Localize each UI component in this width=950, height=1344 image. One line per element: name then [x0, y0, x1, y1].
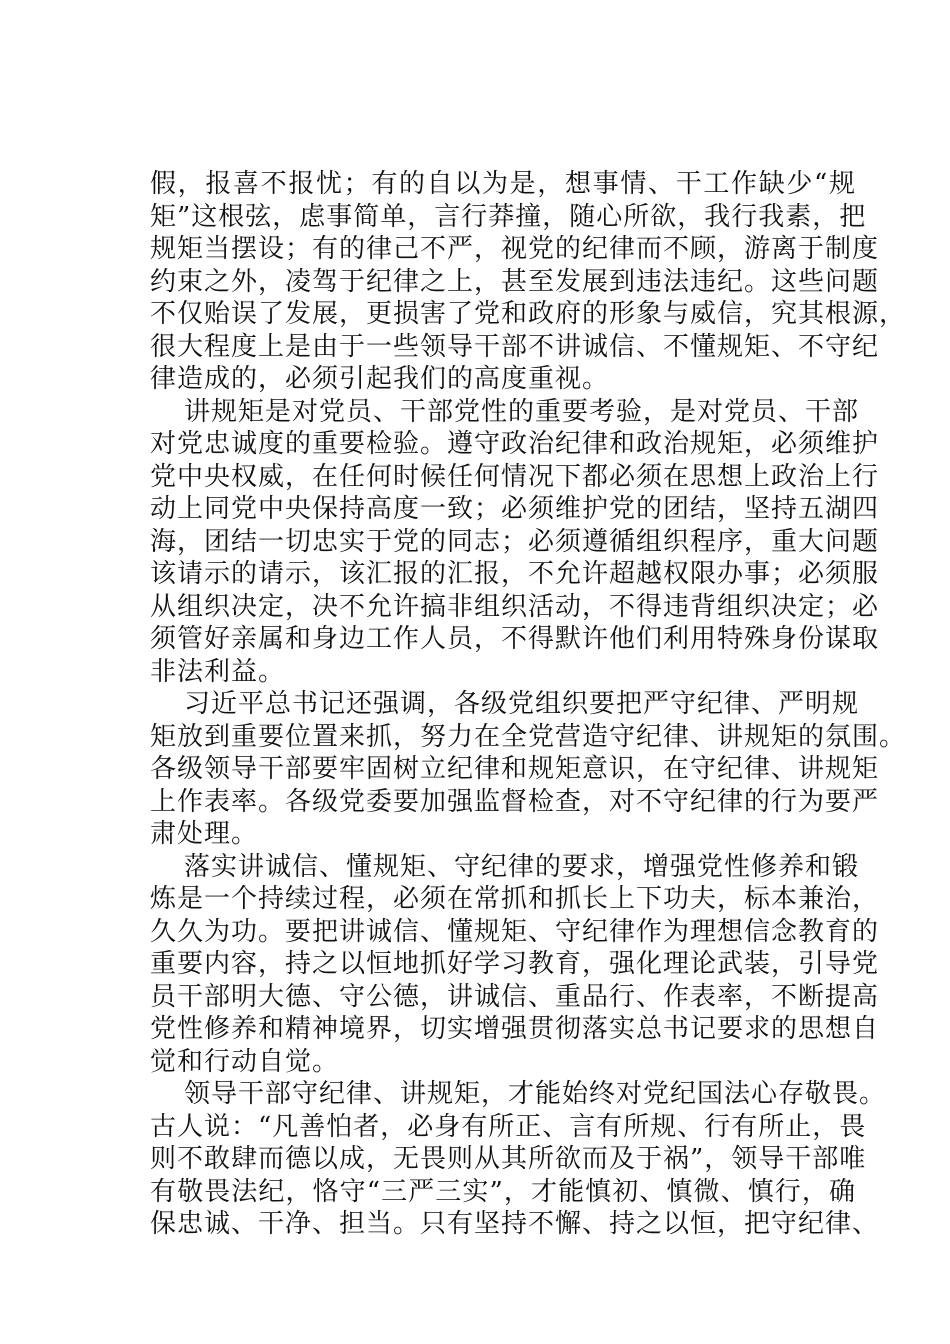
text-line: 觉和行动自觉。: [150, 1046, 340, 1077]
text-line: 假，报喜不报忧；有的自以为是，想事情、干工作缺少“规: [150, 169, 856, 199]
paragraph-first-line: 领导干部守纪律、讲规矩，才能始终对党纪国法心存敬畏。: [184, 1079, 887, 1109]
text-line: 规矩当摆设；有的律己不严，视党的纪律而不顾，游离于制度: [150, 234, 880, 264]
text-line: 动上同党中央保持高度一致；必须维护党的团结，坚持五湖四: [150, 494, 880, 524]
text-line: 律造成的，必须引起我们的高度重视。: [150, 364, 610, 394]
text-line: 很大程度上是由于一些领导干部不讲诚信、不懂规矩、不守纪: [150, 331, 880, 362]
text-line: 则不敢肆而德以成，无畏则从其所欲而及于祸”，领导干部唯: [150, 1144, 867, 1174]
text-line: 矩”这根弦，虑事简单，言行莽撞，随心所欲，我行我素，把: [150, 201, 867, 232]
text-line: 炼是一个持续过程，必须在常抓和抓长上下功夫，标本兼治，: [150, 884, 880, 914]
text-line: 非法利益。: [150, 656, 286, 687]
text-line: 保忠诚、干净、担当。只有坚持不懈、持之以恒，把守纪律、: [150, 1209, 880, 1239]
paragraph-first-line: 讲规矩是对党员、干部党性的重要考验，是对党员、干部: [184, 396, 860, 427]
text-line: 古人说：“凡善怕者，必身有所正、言有所规、行有所止，畏: [150, 1111, 867, 1142]
text-line: 有敬畏法纪，恪守“三严三实”，才能慎初、慎微、慎行，确: [150, 1176, 856, 1207]
text-line: 约束之外，凌驾于纪律之上，甚至发展到违法违纪。这些问题: [150, 266, 880, 297]
text-line: 矩放到重要位置来抓，努力在全党营造守纪律、讲规矩的氛围。: [150, 721, 907, 752]
text-line: 对党忠诚度的重要检验。遵守政治纪律和政治规矩，必须维护: [150, 429, 880, 459]
text-line: 久久为功。要把讲诚信、懂规矩、守纪律作为理想信念教育的: [150, 916, 880, 947]
text-line: 重要内容，持之以恒地抓好学习教育，强化理论武装，引导党: [150, 949, 880, 979]
text-line: 不仅贻误了发展，更损害了党和政府的形象与威信，究其根源，: [150, 299, 907, 329]
paragraph-first-line: 落实讲诚信、懂规矩、守纪律的要求，增强党性修养和锻: [184, 851, 860, 882]
text-line: 党中央权威，在任何时候任何情况下都必须在思想上政治上行: [150, 461, 880, 492]
text-line: 肃处理。: [150, 819, 259, 849]
text-line: 各级领导干部要牢固树立纪律和规矩意识，在守纪律、讲规矩: [150, 754, 880, 784]
text-line: 须管好亲属和身边工作人员，不得默许他们利用特殊身份谋取: [150, 624, 880, 654]
text-line: 员干部明大德、守公德，讲诚信、重品行、作表率，不断提高: [150, 981, 880, 1012]
text-line: 海，团结一切忠实于党的同志；必须遵循组织程序，重大问题: [150, 526, 880, 557]
paragraph-first-line: 习近平总书记还强调，各级党组织要把严守纪律、严明规: [184, 689, 860, 719]
body-text: [150, 168, 907, 1241]
text-line: 党性修养和精神境界，切实增强贯彻落实总书记要求的思想自: [150, 1014, 880, 1044]
text-line: 从组织决定，决不允许搞非组织活动，不得违背组织决定；必: [150, 591, 880, 622]
text-line: 该请示的请示，该汇报的汇报，不允许超越权限办事；必须服: [150, 559, 880, 589]
text-line: 上作表率。各级党委要加强监督检查，对不守纪律的行为要严: [150, 786, 880, 817]
